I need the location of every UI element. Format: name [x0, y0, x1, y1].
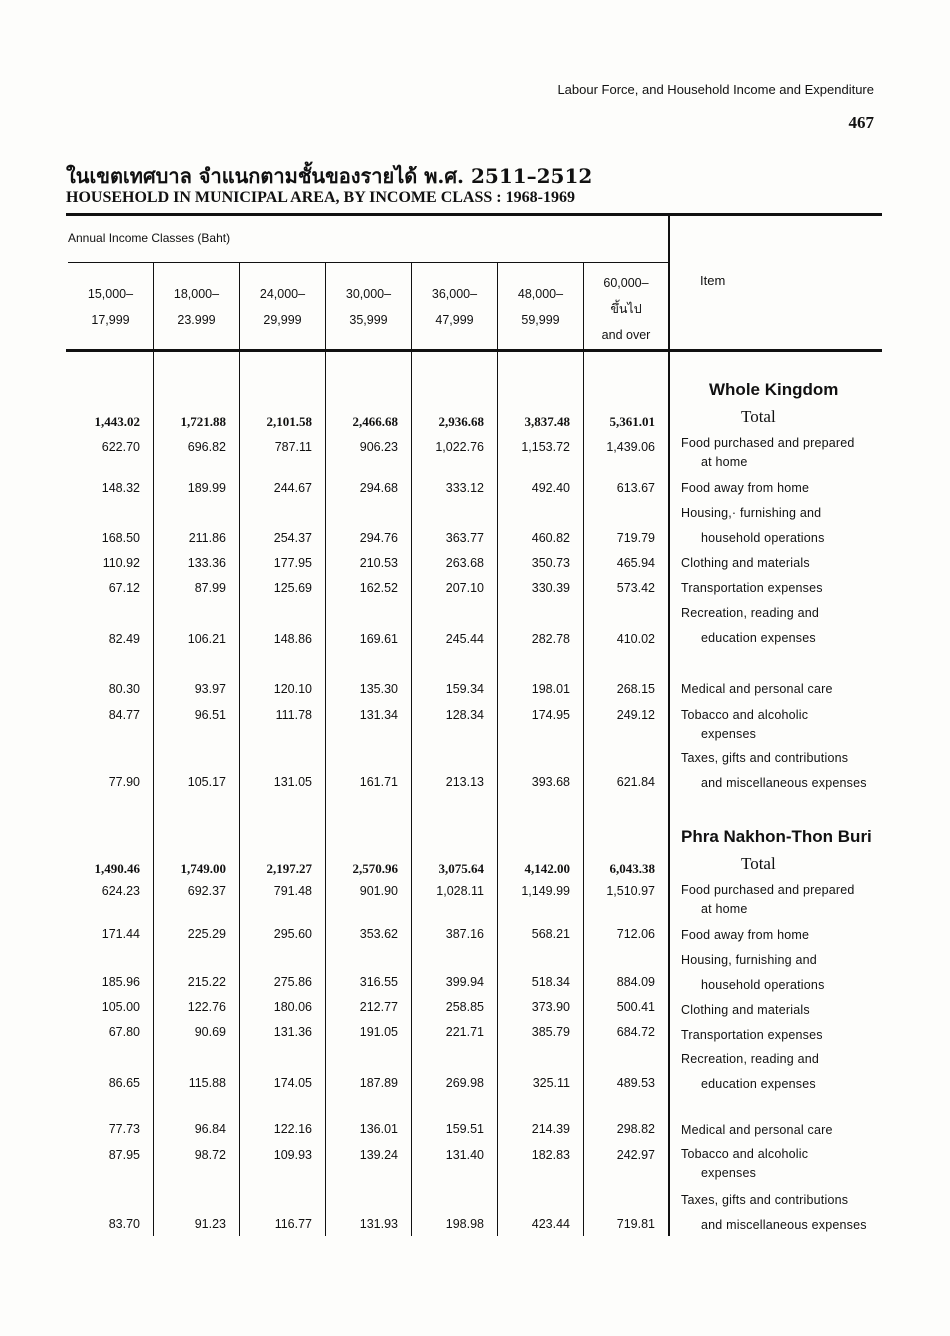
table-cell: 111.78	[275, 708, 312, 722]
table-cell: 269.98	[445, 1076, 484, 1090]
table-cell: 787.11	[274, 440, 312, 454]
table-cell: 67.80	[108, 1025, 140, 1039]
table-cell: 712.06	[616, 927, 655, 941]
table-cell: 191.05	[359, 1025, 398, 1039]
item-label: Medical and personal care	[681, 1123, 833, 1137]
table-cell: 84.77	[108, 708, 140, 722]
total-value: 6,043.38	[609, 861, 655, 876]
table-cell: 423.44	[531, 1217, 570, 1231]
table-cell: 242.97	[616, 1148, 655, 1162]
table-cell: 568.21	[531, 927, 570, 941]
table-cell: 410.02	[616, 632, 655, 646]
table-cell: 148.32	[101, 481, 140, 495]
page-number: 467	[848, 113, 874, 132]
table-cell: 82.49	[108, 632, 140, 646]
table-cell: 393.68	[531, 775, 570, 789]
table-cell: 294.76	[359, 531, 398, 545]
column-header	[412, 281, 497, 333]
table-cell: 90.69	[194, 1025, 226, 1039]
table-cell: 139.24	[359, 1148, 398, 1162]
item-label: Recreation, reading and	[681, 606, 820, 620]
table-cell: 122.76	[187, 1000, 226, 1014]
table-cell: 298.82	[616, 1122, 655, 1136]
table-cell: 213.13	[445, 775, 484, 789]
header-bottom-rule	[66, 349, 882, 352]
table-cell: 465.94	[616, 556, 655, 570]
table-cell: 207.10	[445, 581, 484, 595]
column-header	[498, 281, 583, 333]
table-cell: 333.12	[445, 481, 484, 495]
item-label: education expenses	[701, 631, 816, 645]
item-column-divider	[668, 216, 670, 1236]
item-label: Medical and personal care	[681, 682, 833, 696]
table-cell: 363.77	[445, 531, 484, 545]
table-cell: 613.67	[616, 481, 655, 495]
table-cell: 353.62	[359, 927, 398, 941]
table-cell: 1,149.99	[521, 884, 570, 898]
table-cell: 330.39	[531, 581, 570, 595]
table-cell: 131.34	[359, 708, 398, 722]
table-cell: 245.44	[445, 632, 484, 646]
total-label: Total	[741, 854, 776, 873]
table-cell: 110.92	[102, 556, 140, 570]
table-cell: 169.61	[359, 632, 398, 646]
table-cell: 901.90	[359, 884, 398, 898]
table-cell: 373.90	[531, 1000, 570, 1014]
item-label: Food purchased and prepared	[681, 883, 855, 897]
table-cell: 131.36	[273, 1025, 312, 1039]
income-classes-rule	[68, 262, 669, 263]
column-header-line: 47,999	[435, 313, 474, 327]
column-header-line: 35,999	[349, 313, 388, 327]
title-thai: ในเขตเทศบาล จำแนกตามชั้นของรายได้ พ.ศ. 2511–2512	[66, 164, 593, 188]
table-cell: 115.88	[188, 1076, 226, 1090]
total-value: 1,721.88	[180, 414, 226, 429]
table-cell: 221.71	[445, 1025, 484, 1039]
table-cell: 122.16	[273, 1122, 312, 1136]
table-cell: 168.50	[101, 531, 140, 545]
table-cell: 189.99	[187, 481, 226, 495]
table-cell: 131.40	[445, 1148, 484, 1162]
column-header	[326, 281, 411, 333]
table-cell: 96.51	[194, 708, 226, 722]
table-cell: 133.36	[187, 556, 226, 570]
total-value: 2,197.27	[266, 861, 312, 876]
table-cell: 161.71	[359, 775, 398, 789]
column-header-line: ขึ้นไป	[610, 302, 642, 316]
table-cell: 518.34	[531, 975, 570, 989]
table-cell: 211.86	[188, 531, 226, 545]
table-cell: 573.42	[616, 581, 655, 595]
table-cell: 212.77	[359, 1000, 398, 1014]
table-cell: 159.51	[445, 1122, 484, 1136]
table-cell: 621.84	[616, 775, 655, 789]
total-value: 3,075.64	[438, 861, 484, 876]
item-label: Housing, furnishing and	[681, 953, 817, 967]
table-cell: 399.94	[445, 975, 484, 989]
column-header-line: 23.999	[177, 313, 216, 327]
table-cell: 692.37	[187, 884, 226, 898]
table-cell: 1,153.72	[521, 440, 570, 454]
total-value: 3,837.48	[524, 414, 570, 429]
total-value: 5,361.01	[609, 414, 655, 429]
table-cell: 131.05	[273, 775, 312, 789]
total-value: 2,936.68	[438, 414, 484, 429]
item-label: Tobacco and alcoholic	[681, 708, 809, 722]
table-cell: 325.11	[532, 1076, 570, 1090]
item-label: household operations	[701, 978, 825, 992]
table-cell: 187.89	[359, 1076, 398, 1090]
table-cell: 1,028.11	[436, 884, 484, 898]
item-label: and miscellaneous expenses	[701, 1218, 867, 1232]
table-cell: 87.95	[108, 1148, 140, 1162]
item-label: Taxes, gifts and contributions	[681, 751, 849, 765]
table-cell: 198.01	[531, 682, 570, 696]
table-cell: 696.82	[187, 440, 226, 454]
item-label: expenses	[701, 1166, 757, 1180]
table-cell: 316.55	[359, 975, 398, 989]
table-cell: 131.93	[359, 1217, 398, 1231]
annual-income-label: Annual Income Classes (Baht)	[68, 231, 231, 245]
table-cell: 174.05	[273, 1076, 312, 1090]
column-header-line: 48,000–	[517, 287, 564, 301]
item-label: Food away from home	[681, 928, 810, 942]
table-cell: 884.09	[616, 975, 655, 989]
top-rule	[66, 213, 882, 216]
table-cell: 1,510.97	[606, 884, 655, 898]
column-header-line: 30,000–	[345, 287, 392, 301]
table-cell: 244.67	[273, 481, 312, 495]
column-header-line: and over	[601, 328, 651, 342]
table-cell: 225.29	[187, 927, 226, 941]
table-cell: 105.17	[187, 775, 226, 789]
table-cell: 125.69	[273, 581, 312, 595]
table-cell: 684.72	[616, 1025, 655, 1039]
table-cell: 719.79	[616, 531, 655, 545]
table-cell: 83.70	[108, 1217, 140, 1231]
item-label: at home	[701, 902, 748, 916]
table-cell: 387.16	[445, 927, 484, 941]
item-label: Clothing and materials	[681, 1003, 810, 1017]
table-cell: 254.37	[273, 531, 312, 545]
table-cell: 214.39	[531, 1122, 570, 1136]
column-header-line: 15,000–	[87, 287, 134, 301]
column-header-line: 60,000–	[603, 276, 649, 290]
table-cell: 263.68	[445, 556, 484, 570]
item-label: Recreation, reading and	[681, 1052, 820, 1066]
table-cell: 210.53	[359, 556, 398, 570]
item-label: Food away from home	[681, 481, 810, 495]
table-cell: 105.00	[101, 1000, 140, 1014]
column-header	[68, 281, 153, 333]
table-cell: 198.98	[445, 1217, 484, 1231]
table-cell: 492.40	[531, 481, 570, 495]
table-cell: 282.78	[531, 632, 570, 646]
table-cell: 177.95	[273, 556, 312, 570]
section-title: Phra Nakhon-Thon Buri	[681, 827, 872, 846]
item-label: household operations	[701, 531, 825, 545]
item-header: Item	[700, 273, 726, 288]
column-header-line: 18,000–	[173, 287, 220, 301]
table-cell: 80.30	[108, 682, 140, 696]
total-value: 2,466.68	[352, 414, 398, 429]
item-label: Taxes, gifts and contributions	[681, 1193, 849, 1207]
table-cell: 275.86	[273, 975, 312, 989]
table-cell: 67.12	[108, 581, 140, 595]
table-cell: 171.44	[101, 927, 140, 941]
title-english: HOUSEHOLD IN MUNICIPAL AREA, BY INCOME CLASS : 1968-1969	[66, 189, 575, 206]
item-label: education expenses	[701, 1077, 816, 1091]
column-header	[240, 281, 325, 333]
item-label: Tobacco and alcoholic	[681, 1147, 809, 1161]
table-cell: 719.81	[616, 1217, 655, 1231]
table-cell: 162.52	[359, 581, 398, 595]
table-cell: 148.86	[273, 632, 312, 646]
item-label: Clothing and materials	[681, 556, 810, 570]
table-cell: 87.99	[194, 581, 226, 595]
table-cell: 249.12	[616, 708, 655, 722]
table-cell: 135.30	[359, 682, 398, 696]
item-label: at home	[701, 455, 748, 469]
table-cell: 460.82	[531, 531, 570, 545]
column-header	[154, 281, 239, 333]
item-label: and miscellaneous expenses	[701, 776, 867, 790]
table-cell: 294.68	[359, 481, 398, 495]
table-cell: 182.83	[531, 1148, 570, 1162]
item-label: Transportation expenses	[681, 581, 823, 595]
total-value: 2,570.96	[352, 861, 398, 876]
table-cell: 159.34	[445, 682, 484, 696]
table-cell: 96.84	[194, 1122, 226, 1136]
table-cell: 1,022.76	[435, 440, 484, 454]
total-label: Total	[741, 407, 776, 426]
table-cell: 185.96	[101, 975, 140, 989]
table-cell: 116.77	[274, 1217, 312, 1231]
table-cell: 128.34	[445, 708, 484, 722]
section-title: Whole Kingdom	[709, 380, 839, 399]
table-cell: 500.41	[616, 1000, 655, 1014]
total-value: 1,749.00	[180, 861, 226, 876]
table-cell: 109.93	[273, 1148, 312, 1162]
table-cell: 120.10	[273, 682, 312, 696]
column-header-line: 59,999	[521, 313, 560, 327]
table-cell: 136.01	[359, 1122, 398, 1136]
table-cell: 622.70	[101, 440, 140, 454]
total-value: 1,490.46	[94, 861, 140, 876]
table-cell: 1,439.06	[606, 440, 655, 454]
running-head: Labour Force, and Household Income and Expenditure	[557, 82, 874, 97]
item-label: Housing,· furnishing and	[681, 506, 822, 520]
table-cell: 215.22	[187, 975, 226, 989]
item-label: Transportation expenses	[681, 1028, 823, 1042]
table-cell: 91.23	[194, 1217, 226, 1231]
table-cell: 77.90	[108, 775, 140, 789]
table-cell: 98.72	[194, 1148, 226, 1162]
column-header	[584, 270, 668, 348]
table-cell: 624.23	[101, 884, 140, 898]
table-cell: 268.15	[616, 682, 655, 696]
total-value: 1,443.02	[94, 414, 140, 429]
table-cell: 174.95	[531, 708, 570, 722]
table-cell: 906.23	[359, 440, 398, 454]
table-cell: 180.06	[273, 1000, 312, 1014]
item-label: expenses	[701, 727, 757, 741]
table-cell: 93.97	[194, 682, 226, 696]
table-cell: 106.21	[187, 632, 226, 646]
table-cell: 77.73	[108, 1122, 140, 1136]
column-header-line: 24,000–	[259, 287, 306, 301]
column-header-line: 36,000–	[431, 287, 478, 301]
table-cell: 350.73	[531, 556, 570, 570]
total-value: 2,101.58	[266, 414, 312, 429]
table-cell: 385.79	[531, 1025, 570, 1039]
item-label: Food purchased and prepared	[681, 436, 855, 450]
table-cell: 489.53	[616, 1076, 655, 1090]
table-cell: 791.48	[273, 884, 312, 898]
table-cell: 86.65	[108, 1076, 140, 1090]
table-cell: 295.60	[273, 927, 312, 941]
table-cell: 258.85	[445, 1000, 484, 1014]
column-header-line: 17,999	[91, 313, 130, 327]
total-value: 4,142.00	[524, 861, 570, 876]
column-header-line: 29,999	[263, 313, 302, 327]
